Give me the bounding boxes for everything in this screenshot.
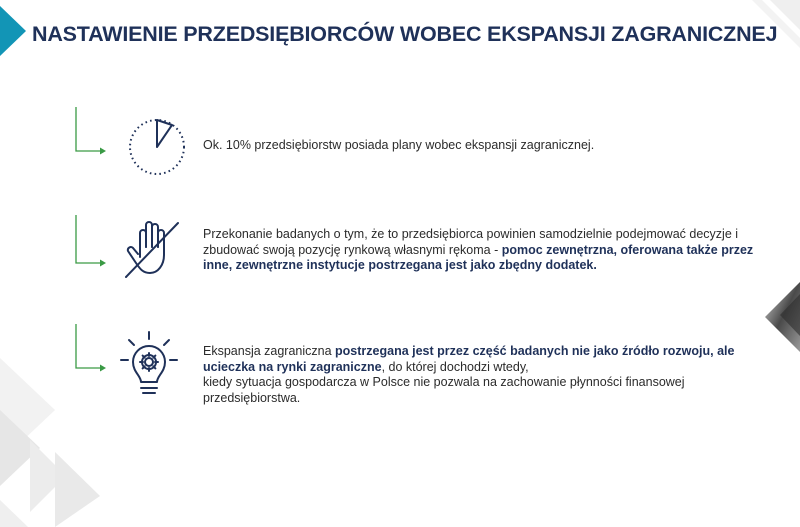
list-item	[0, 105, 800, 185]
crossed-hand-icon	[120, 217, 184, 281]
lightbulb-gear-icon	[117, 330, 181, 402]
page-title: NASTAWIENIE PRZEDSIĘBIORCÓW WOBEC EKSPANSJI ZAGRANICZNEJ	[32, 22, 778, 46]
item-text	[203, 344, 758, 406]
arrow-connector-icon	[70, 105, 110, 157]
pie-slice-clock-icon	[125, 113, 189, 177]
item-text	[203, 227, 758, 274]
body-text: Ekspansja zagraniczna	[203, 344, 336, 358]
emphasis-text: postrzegana jest przez część badanych nie jako źródło rozwoju, ale ucieczka na rynki zagraniczne	[203, 344, 735, 374]
body-text: , do której dochodzi wtedy,	[381, 359, 529, 374]
arrow-connector-icon	[70, 322, 110, 374]
corner-accent-triangle	[0, 0, 30, 60]
body-text: Przekonanie badanych o tym, że to przedsiębiorca powinien samodzielnie podejmować decyzje i zbudować swoją pozycję rynkową własnymi rękoma -	[203, 227, 739, 257]
list-item	[0, 322, 800, 412]
emphasis-text: pomoc zewnętrzna, oferowana także przez inne, zewnętrzne instytucje postrzegana jest jako zbędny dodatek.	[203, 242, 754, 272]
item-text	[203, 138, 758, 154]
body-text: Ok. 10% przedsiębiorstw posiada plany wobec ekspansji zagranicznej.	[203, 138, 595, 152]
list-item	[0, 213, 800, 303]
arrow-connector-icon	[70, 213, 110, 269]
body-text: kiedy sytuacja gospodarcza w Polsce nie pozwala na zachowanie płynności finansowej przedsiębiorstwa.	[203, 375, 685, 405]
